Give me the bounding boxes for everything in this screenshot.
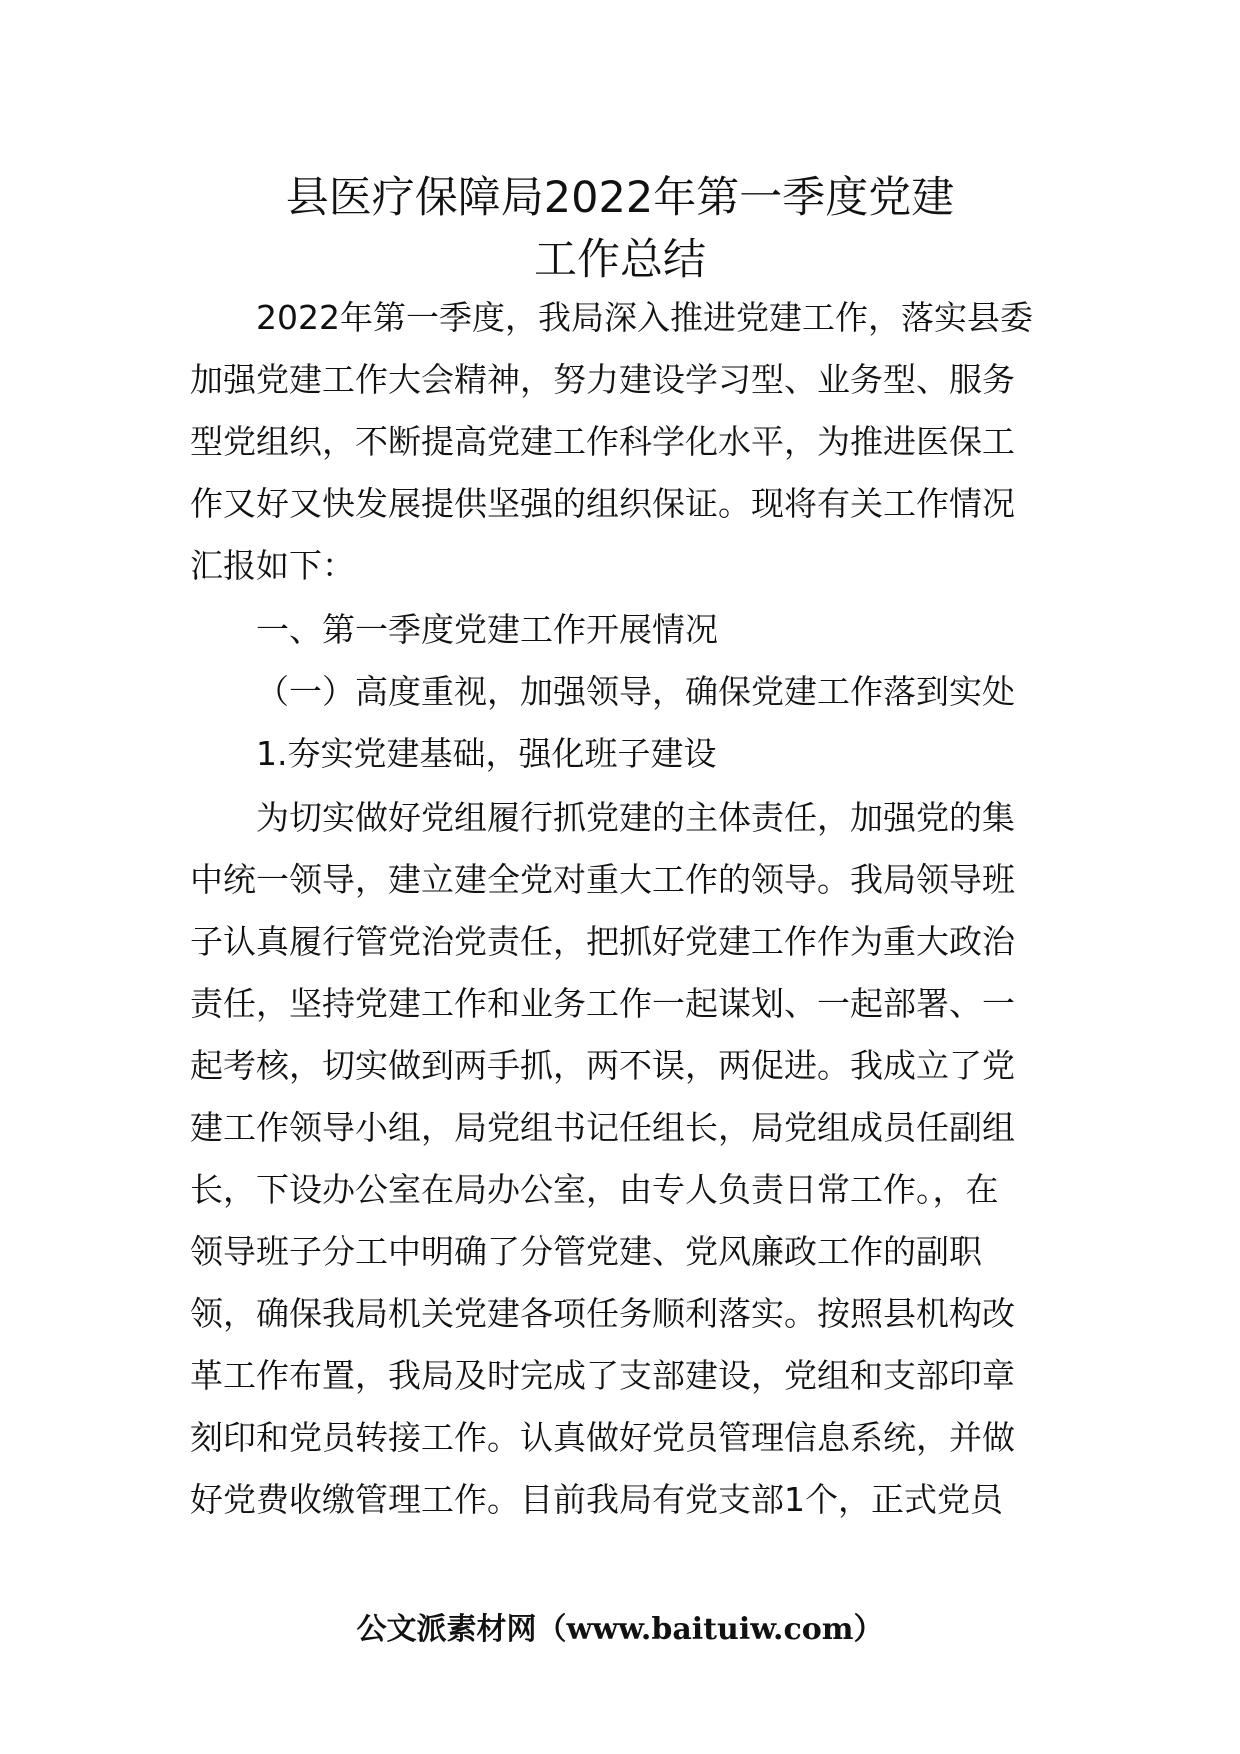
subsection-heading: （一）高度重视，加强领导，确保党建工作落到实处 [256,672,1015,711]
paragraph-line: 起考核，切实做到两手抓，两不误，两促进。我成立了党 [190,1046,1015,1085]
paragraph-line: 好党费收缴管理工作。目前我局有党支部1个，正式党员 [190,1480,1003,1519]
document-title-line-1: 县医疗保障局2022年第一季度党建 [285,173,955,223]
paragraph-line: 中统一领导，建立建全党对重大工作的领导。我局领导班 [190,860,1015,899]
paragraph-line: 型党组织，不断提高党建工作科学化水平，为推进医保工 [190,422,1015,461]
document-title-line-2: 工作总结 [534,235,706,285]
paragraph-line: 建工作领导小组，局党组书记任组长，局党组成员任副组 [190,1108,1015,1147]
paragraph-line: 长，下设办公室在局办公室，由专人负责日常工作。，在 [190,1170,999,1209]
section-heading: 一、第一季度党建工作开展情况 [256,610,718,649]
paragraph-line: 革工作布置，我局及时完成了支部建设，党组和支部印章 [190,1356,1015,1395]
paragraph-line: 汇报如下： [190,546,355,585]
paragraph-line: 领，确保我局机关党建各项任务顺利落实。按照县机构改 [190,1294,1015,1333]
paragraph-line: 加强党建工作大会精神，努力建设学习型、业务型、服务 [190,360,1015,399]
paragraph-line: 子认真履行管党治党责任，把抓好党建工作作为重大政治 [190,922,1015,961]
paragraph-line: 刻印和党员转接工作。认真做好党员管理信息系统，并做 [190,1418,1015,1457]
paragraph-line: 为切实做好党组履行抓党建的主体责任，加强党的集 [256,798,1015,837]
footer-source-text: 公文派素材网（www.baituiw.com） [356,1612,884,1647]
paragraph-line: 责任，坚持党建工作和业务工作一起谋划、一起部署、一 [190,984,1015,1023]
paragraph-line: 作又好又快发展提供坚强的组织保证。现将有关工作情况 [190,484,1015,523]
paragraph-line: 2022年第一季度，我局深入推进党建工作，落实县委 [256,298,1033,337]
item-heading: 1.夯实党建基础，强化班子建设 [256,734,717,773]
paragraph-line: 领导班子分工中明确了分管党建、党风廉政工作的副职 [190,1232,982,1271]
